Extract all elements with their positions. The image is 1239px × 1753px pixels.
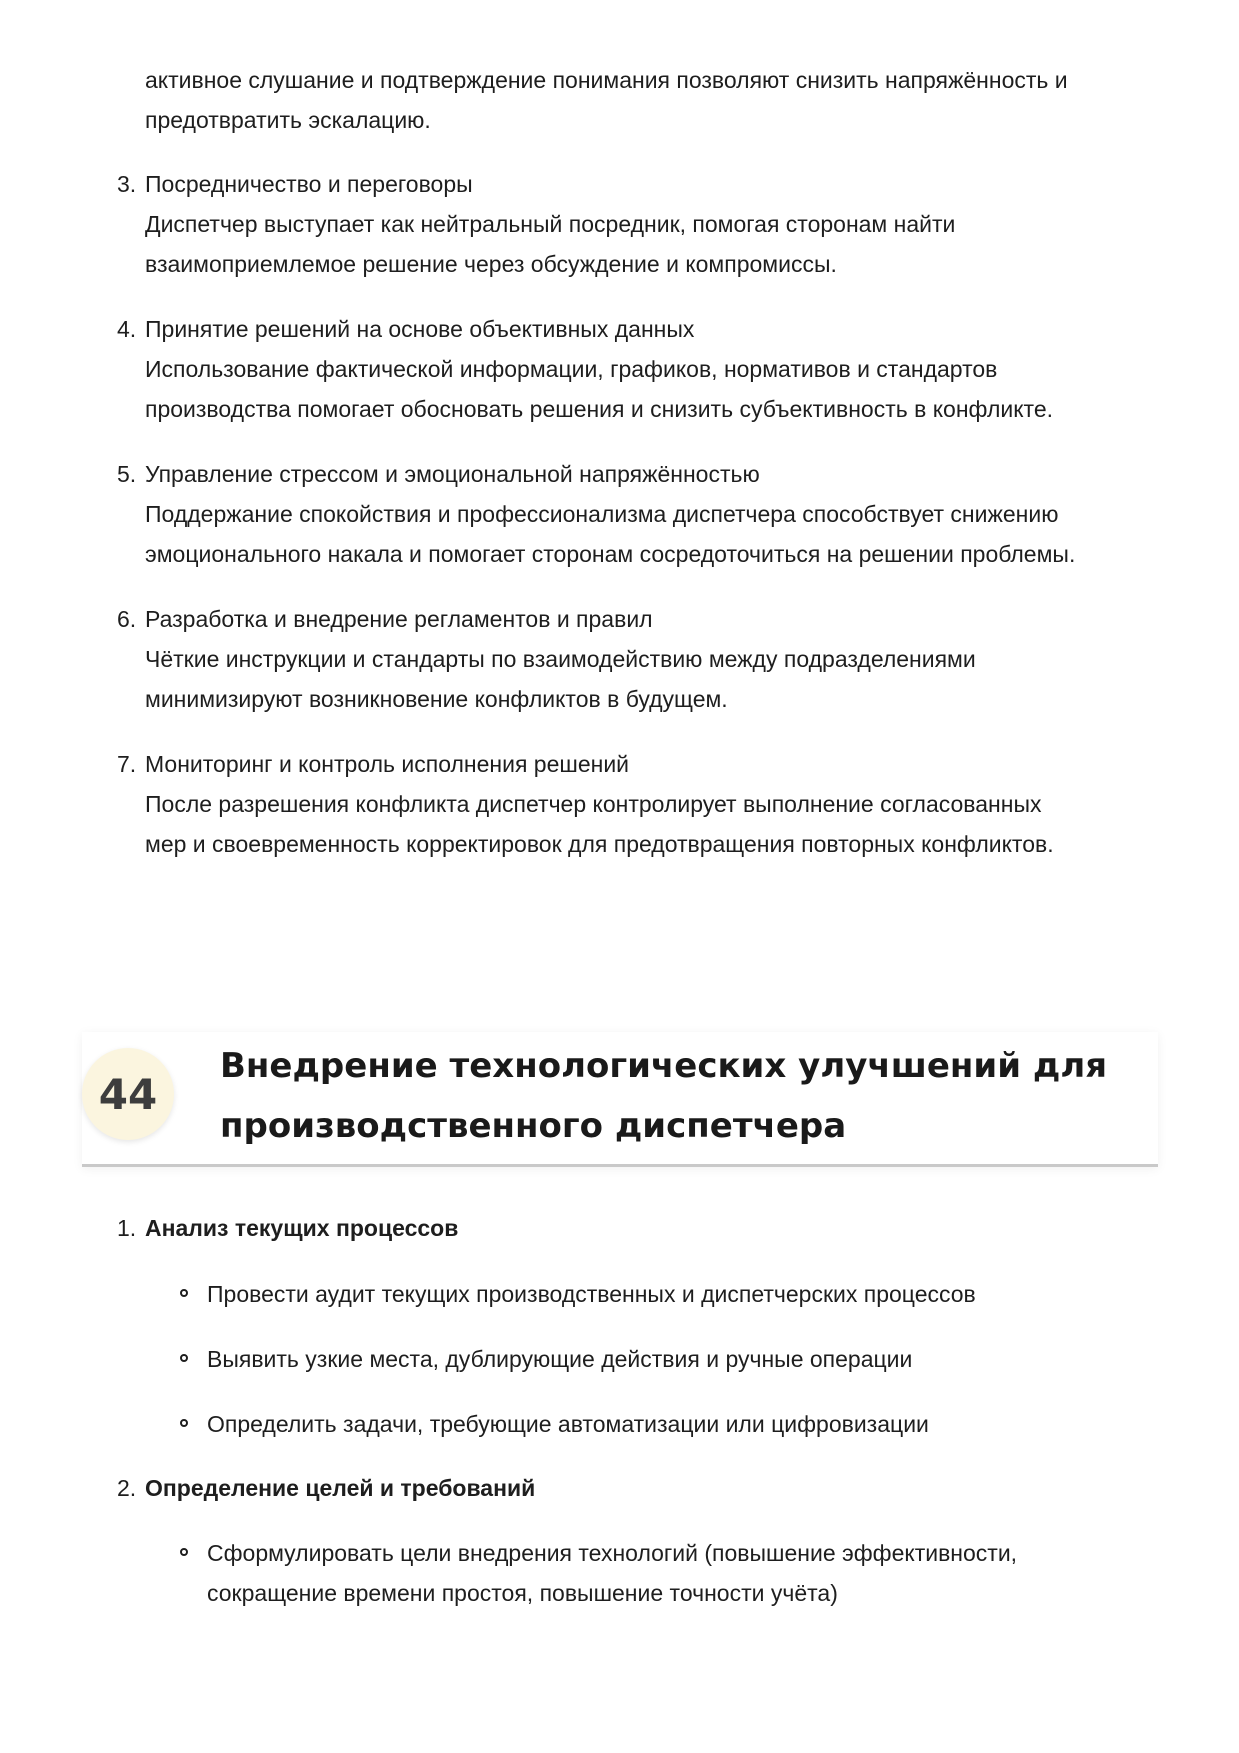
list-item-description: взаимоприемлемое решение через обсуждение и компромиссы. — [145, 251, 837, 277]
list-item-number: 3. — [117, 171, 137, 197]
section-title — [220, 1036, 1120, 1156]
intro-line: предотвратить эскалацию. — [145, 107, 431, 133]
section-title-line: производственного диспетчера — [220, 1106, 847, 1146]
list-item-description: Диспетчер выступает как нейтральный посредник, помогая сторонам найти — [145, 211, 956, 237]
list-item — [0, 164, 1239, 309]
list-item — [0, 744, 1239, 889]
bullet-circle-icon — [180, 1354, 188, 1362]
list-item-description: производства помогает обосновать решения и снизить субъективность в конфликте. — [145, 396, 1054, 422]
bullet-item — [0, 1404, 1239, 1468]
bullet-circle-icon — [180, 1548, 188, 1556]
bullet-circle-icon — [180, 1289, 188, 1297]
section-header — [82, 1032, 1158, 1167]
list-item — [0, 599, 1239, 744]
list-item-description: После разрешения конфликта диспетчер контролирует выполнение согласованных — [145, 791, 1042, 817]
list-item-number: 7. — [117, 751, 137, 777]
list-item — [0, 309, 1239, 454]
steps-list — [0, 1208, 1239, 1623]
step-title: Определение целей и требований — [145, 1475, 536, 1501]
list-item-title: Разработка и внедрение регламентов и правил — [145, 606, 653, 632]
bullet-circle-icon — [180, 1419, 188, 1427]
bullet-item — [0, 1274, 1239, 1339]
methods-list — [0, 164, 1239, 889]
section-title-line: Внедрение технологических улучшений для — [220, 1046, 1108, 1086]
list-item-title: Посредничество и переговоры — [145, 171, 473, 197]
bullet-text: Провести аудит текущих производственных и диспетчерских процессов — [207, 1281, 976, 1307]
list-item-number: 4. — [117, 316, 137, 342]
list-item-description: эмоционального накала и помогает сторонам сосредоточиться на решении проблемы. — [145, 541, 1076, 567]
bullet-text: Определить задачи, требующие автоматизации или цифровизации — [207, 1411, 929, 1437]
list-item-description: минимизируют возникновение конфликтов в будущем. — [145, 686, 728, 712]
list-item-title: Принятие решений на основе объективных данных — [145, 316, 695, 342]
list-item-description: Поддержание спокойствия и профессионализма диспетчера способствует снижению — [145, 501, 1059, 527]
intro-line: активное слушание и подтверждение понимания позволяют снизить напряжённость и — [145, 67, 1068, 93]
list-item-title: Управление стрессом и эмоциональной напряжённостью — [145, 461, 760, 487]
intro-paragraph — [145, 60, 1165, 140]
step-number: 2. — [117, 1475, 137, 1501]
list-item — [0, 454, 1239, 599]
bullet-text: Сформулировать цели внедрения технологий (повышение эффективности, — [207, 1540, 1018, 1566]
step-item — [0, 1468, 1239, 1623]
list-item-number: 5. — [117, 461, 137, 487]
list-item-title: Мониторинг и контроль исполнения решений — [145, 751, 630, 777]
step-item — [0, 1208, 1239, 1468]
step-number: 1. — [117, 1215, 137, 1241]
list-item-description: Использование фактической информации, графиков, нормативов и стандартов — [145, 356, 998, 382]
section-number-badge: 44 — [82, 1048, 174, 1140]
step-title: Анализ текущих процессов — [145, 1215, 459, 1241]
bullet-item — [0, 1533, 1239, 1623]
list-item-description: мер и своевременность корректировок для предотвращения повторных конфликтов. — [145, 831, 1054, 857]
bullet-item — [0, 1339, 1239, 1404]
bullet-text: Выявить узкие места, дублирующие действия и ручные операции — [207, 1346, 913, 1372]
list-item-number: 6. — [117, 606, 137, 632]
bullet-text: сокращение времени простоя, повышение точности учёта) — [207, 1580, 838, 1606]
list-item-description: Чёткие инструкции и стандарты по взаимодействию между подразделениями — [145, 646, 976, 672]
